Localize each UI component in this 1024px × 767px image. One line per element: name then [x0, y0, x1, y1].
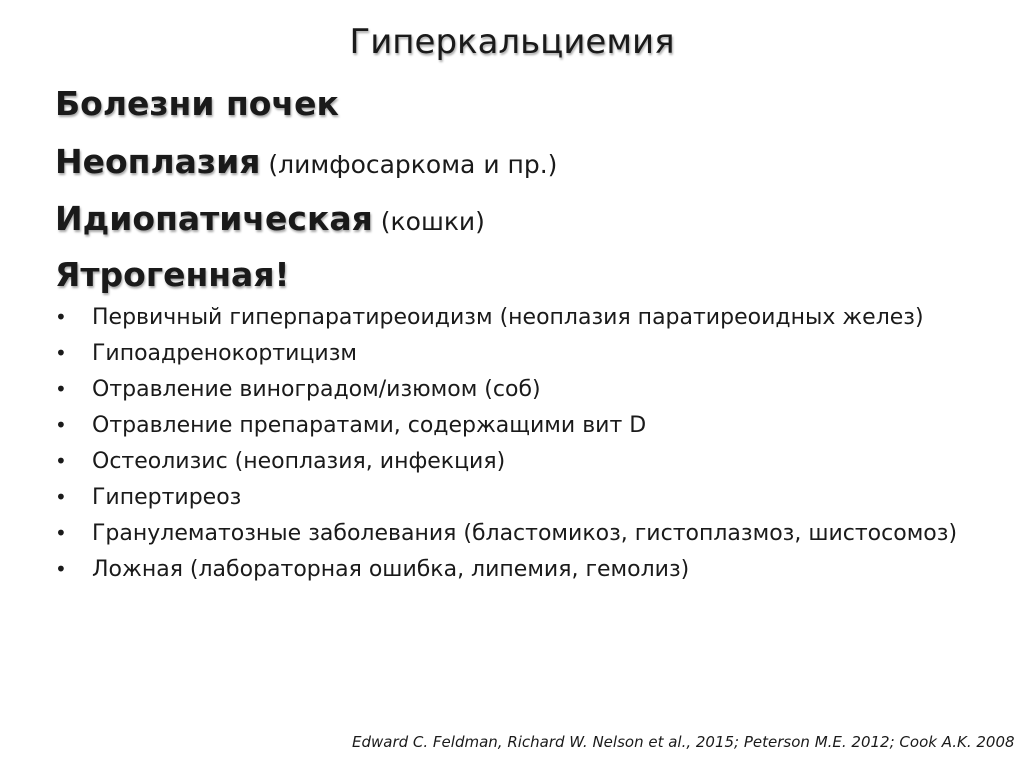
citation: Edward C. Feldman, Richard W. Nelson et al., 2015; Peterson M.E. 2012; Cook A.K. 2008: [352, 733, 1015, 751]
bullet-icon: •: [55, 413, 67, 437]
heading-iatrogenic: [55, 251, 290, 302]
list-item: [55, 555, 985, 584]
heading-neoplasia: [55, 138, 557, 189]
list-item: [55, 303, 985, 332]
bullet-icon: •: [55, 485, 67, 509]
list-item-text: Гипертиреоз: [92, 485, 242, 510]
bullet-icon: •: [55, 557, 67, 581]
bullet-icon: •: [55, 341, 67, 365]
list-item: [55, 375, 985, 404]
list-item: [55, 339, 985, 368]
bullet-icon: •: [55, 449, 67, 473]
heading-note: (кошки): [372, 207, 485, 236]
heading-strong: Неоплазия: [55, 142, 261, 181]
list-item: [55, 519, 985, 548]
heading-strong: Болезни почек: [55, 84, 339, 123]
list-item-text: Гипоадренокортицизм: [92, 341, 357, 366]
list-item-text: Остеолизис (неоплазия, инфекция): [92, 449, 506, 474]
list-item-text: Отравление препаратами, содержащими вит D: [92, 413, 647, 438]
heading-strong: Идиопатическая: [55, 199, 373, 238]
heading-strong: Ятрогенная!: [55, 255, 290, 294]
list-item: [55, 447, 985, 476]
bullet-list: [55, 303, 985, 591]
slide-title: Гиперкальциемия: [349, 22, 675, 62]
bullet-icon: •: [55, 305, 67, 329]
list-item: [55, 411, 985, 440]
list-item: [55, 483, 985, 512]
bullet-icon: •: [55, 377, 67, 401]
list-item-text: Отравление виноградом/изюмом (соб): [92, 377, 541, 402]
heading-kidney-disease: [55, 80, 339, 131]
bullet-icon: •: [55, 521, 67, 545]
heading-note: (лимфосаркома и пр.): [260, 150, 558, 179]
list-item-text: Гранулематозные заболевания (бластомикоз, гистоплазмоз, шистосомоз): [92, 521, 958, 546]
list-item-text: Ложная (лабораторная ошибка, липемия, гемолиз): [92, 557, 690, 582]
heading-idiopathic: [55, 195, 485, 246]
list-item-text: Первичный гиперпаратиреоидизм (неоплазия паратиреоидных желез): [92, 305, 924, 330]
